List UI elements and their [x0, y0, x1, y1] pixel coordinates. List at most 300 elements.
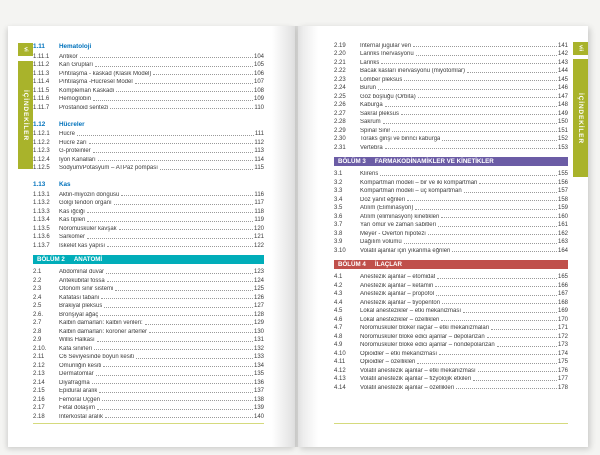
entry-page-number: 122: [253, 242, 264, 249]
entry-page-number: 173: [557, 342, 568, 348]
entry-title: Opioidler – özellikleri: [360, 359, 416, 365]
entry-page-number: 142: [557, 51, 568, 57]
entry-page-number: 114: [254, 156, 264, 163]
toc-entry: [33, 343, 264, 352]
entry-page-number: 123: [253, 269, 264, 275]
dot-leader: [478, 371, 557, 372]
toc-entry: [334, 280, 568, 289]
entry-number: 2.16: [33, 396, 45, 403]
entry-title: Aktin-miyozin döngüsü: [59, 191, 120, 198]
entry-page-number: 109: [253, 96, 264, 102]
entry-number: 2.27: [334, 110, 346, 117]
entry-number: 2.6.: [33, 311, 44, 318]
entry-number: 1.11.3: [33, 70, 50, 77]
entry-number: 4.7: [334, 325, 343, 331]
entry-title: Doz yanıt eğrileri: [360, 196, 406, 203]
entry-number: 4.1: [334, 274, 343, 280]
entry-page-number: 111: [254, 131, 264, 137]
toc-entry: [334, 40, 568, 49]
toc-entry: [334, 57, 568, 66]
section-number: 1.11: [33, 43, 45, 50]
entry-number: 4.10: [334, 350, 346, 357]
toc-entry: [334, 382, 568, 391]
entry-number: 2.26: [334, 102, 346, 108]
entry-title: Hücre: [59, 131, 76, 137]
entry-page-number: 141: [557, 42, 568, 49]
toc-entry: [33, 189, 264, 198]
entry-page-number: 151: [557, 127, 568, 134]
dot-leader: [441, 320, 557, 321]
section-number: 1.13: [33, 181, 46, 188]
toc-entry: [33, 60, 264, 69]
entry-title: Golgi tendon organı: [59, 200, 112, 206]
entry-title: Kompartman modeli – bir ve iki kompartman: [360, 179, 478, 186]
entry-title: İnternal jugular ven: [360, 42, 412, 49]
entry-page-number: 152: [557, 136, 568, 142]
toc-entry: [33, 301, 264, 310]
entry-title: Otonom sinir sistemi: [59, 286, 114, 292]
toc-entry: [33, 411, 264, 420]
dot-leader: [99, 392, 253, 393]
dot-leader: [87, 212, 254, 213]
entry-title: Volatil ajanlar için yıkanma eğrileri: [360, 247, 451, 254]
chapter-bar: [33, 255, 264, 264]
entry-number: 2.24: [334, 85, 346, 91]
toc-entry: [334, 365, 568, 374]
entry-page-number: 133: [253, 354, 264, 360]
toc-entry: [334, 348, 568, 357]
toc-entry: [334, 331, 568, 340]
entry-number: 2.7: [33, 320, 42, 326]
dot-leader: [378, 89, 557, 90]
toc-entry: [334, 100, 568, 109]
dot-leader: [491, 329, 557, 330]
toc-entry: [334, 314, 568, 323]
dot-leader: [115, 290, 253, 291]
entry-number: 2.2: [33, 277, 42, 284]
toc-entry: [33, 94, 264, 103]
dot-leader: [149, 332, 253, 333]
entry-number: 2.25: [334, 93, 346, 100]
toc-entry: [33, 284, 264, 293]
entry-title: İyon Kanalları: [59, 156, 96, 163]
entry-title: Kompleman Kaskadı: [59, 87, 115, 94]
folio-number: vii: [577, 45, 584, 52]
entry-number: 1.13.1: [33, 191, 50, 198]
toc-entry: [334, 49, 568, 58]
entry-number: 2.23: [334, 76, 346, 83]
entry-page-number: 112: [254, 139, 264, 146]
dot-leader: [136, 358, 253, 359]
entry-page-number: 136: [253, 379, 264, 386]
entry-title: Göz boşluğu (Orbita): [360, 93, 416, 100]
entry-page-number: 110: [254, 104, 264, 111]
toc-entry: [334, 203, 568, 212]
entry-title: Kompartman modeli – üç kompartman: [360, 188, 462, 194]
toc-entry: [334, 74, 568, 83]
dot-leader: [497, 346, 557, 347]
section-heading: [33, 41, 264, 50]
entry-title: Femoral Üçgen: [59, 396, 101, 403]
dot-leader: [94, 349, 253, 350]
entry-number: 1.13.6: [33, 234, 50, 240]
dot-leader: [383, 123, 557, 124]
dot-leader: [428, 234, 557, 235]
entry-number: 2.20: [334, 51, 346, 57]
toc-entry: [33, 275, 264, 284]
dot-leader: [413, 46, 557, 47]
toc-entry: [33, 267, 264, 276]
entry-page-number: 128: [253, 311, 264, 318]
contents-tab-label: İÇİNDEKİLER: [577, 92, 584, 144]
chapter-title: İLAÇLAR: [374, 260, 402, 268]
dot-leader: [418, 97, 557, 98]
entry-title: Dağılım volümü: [360, 239, 402, 245]
toc-entry: [33, 223, 264, 232]
entry-page-number: 107: [253, 79, 264, 85]
entry-number: 2.29: [334, 127, 346, 134]
toc-entry: [33, 377, 264, 386]
dot-leader: [385, 148, 557, 149]
entry-title: G-proteinler: [59, 148, 91, 154]
toc-entry: [33, 51, 264, 60]
entry-number: 1.12.4: [33, 156, 50, 163]
toc-entry: [334, 91, 568, 100]
toc-entry: [33, 129, 264, 138]
dot-leader: [417, 363, 557, 364]
dot-leader: [404, 80, 557, 81]
dot-leader: [438, 226, 557, 227]
entry-number: 2.28: [334, 119, 346, 125]
entry-title: Nöromüsküler kavşak: [59, 225, 117, 232]
entry-page-number: 157: [557, 188, 568, 194]
dot-leader: [401, 114, 557, 115]
toc-entry: [33, 240, 264, 249]
toc-entry: [33, 326, 264, 335]
entry-title: Kan Grupları: [59, 62, 94, 68]
entry-title: Nöromusküler bloke edici ajanlar – nondepolarizan: [360, 342, 495, 348]
toc-entry: [33, 85, 264, 94]
dot-leader: [381, 63, 557, 64]
entry-page-number: 131: [253, 337, 264, 343]
chapter-title: FARMAKODİNAMİKLER VE KİNETİKLER: [374, 157, 494, 165]
entry-number: 1.13.7: [33, 242, 50, 249]
entry-number: 1.13.2: [33, 200, 50, 206]
entry-title: Volatil anestezik ajanlar – özellikleri: [360, 384, 455, 391]
page-left: [8, 26, 295, 447]
dot-leader: [467, 72, 557, 73]
entry-title: Sodyum/Potasyum – ATPaz pompası: [59, 165, 158, 171]
entry-page-number: 177: [557, 376, 568, 382]
entry-number: 3.8: [334, 230, 343, 237]
entry-page-number: 139: [253, 405, 264, 411]
dot-leader: [442, 140, 557, 141]
entry-page-number: 171: [557, 325, 568, 331]
dot-leader: [404, 243, 557, 244]
entry-title: Pıhtılaşma -Hücresel Model: [59, 79, 133, 85]
entry-number: 4.4: [334, 299, 343, 306]
entry-title: Burun: [360, 85, 377, 91]
entry-page-number: 117: [254, 200, 264, 206]
entry-number: 4.13: [334, 376, 346, 382]
entry-page-number: 169: [557, 308, 568, 314]
toc-entry: [334, 340, 568, 349]
entry-page-number: 105: [253, 62, 264, 68]
entry-page-number: 146: [557, 85, 568, 91]
toc-entry: [33, 68, 264, 77]
toc-entry: [334, 194, 568, 203]
entry-page-number: 156: [557, 179, 568, 186]
toc-entry: [334, 125, 568, 134]
toc-entry: [33, 403, 264, 412]
entry-title: Antekübital fossa: [59, 277, 105, 284]
entry-title: Kafa sinirleri: [59, 345, 93, 352]
dot-leader: [153, 74, 253, 75]
entry-page-number: 137: [253, 388, 264, 394]
dot-leader: [77, 135, 254, 136]
entry-page-number: 121: [253, 234, 264, 240]
entry-number: 2.10.: [33, 345, 47, 352]
entry-number: 3.2: [334, 179, 343, 186]
dot-leader: [80, 57, 253, 58]
toc-entry: [334, 66, 568, 75]
dot-leader: [106, 273, 253, 274]
toc-entry: [334, 297, 568, 306]
dot-leader: [116, 91, 253, 92]
toc-entry: [33, 318, 264, 327]
toc-entry: [334, 134, 568, 143]
entry-number: 1.11.7: [33, 104, 50, 111]
dot-leader: [442, 303, 557, 304]
entry-number: 2.11: [33, 354, 45, 360]
entry-title: Kaburga: [360, 102, 383, 108]
toc-entry: [334, 272, 568, 281]
entry-number: 4.2: [334, 282, 343, 289]
toc-entry: [33, 352, 264, 361]
entry-title: Vertebra: [360, 144, 383, 151]
entry-page-number: 176: [557, 367, 568, 374]
entry-page-number: 153: [557, 144, 568, 151]
toc-entry: [33, 394, 264, 403]
entry-number: 1.13.3: [33, 208, 50, 215]
toc-entry: [334, 357, 568, 366]
toc-entry: [334, 228, 568, 237]
entry-title: Volatil anestezik ajanlar – etki mekanizması: [360, 367, 476, 374]
entry-title: Nöromusküler bloker ilaçlar – etki mekanizmaları: [360, 325, 490, 331]
toc-entry: [334, 177, 568, 186]
entry-number: 4.6: [334, 316, 343, 323]
toc-entry: [334, 289, 568, 298]
entry-number: 2.21: [334, 59, 346, 66]
dot-leader: [441, 217, 557, 218]
contents-tab-label: İÇİNDEKİLER: [22, 89, 29, 141]
toc-entry: [33, 206, 264, 215]
entry-title: İnterkostal aralık: [59, 413, 104, 420]
entry-number: 2.14: [33, 379, 45, 386]
dot-leader: [121, 195, 253, 196]
entry-title: Lokal anestezikler – etki mekanizması: [360, 308, 462, 314]
entry-page-number: 149: [557, 110, 568, 117]
section-number: 1.12: [33, 120, 46, 128]
entry-number: 4.8: [334, 333, 343, 340]
toc-entry: [334, 374, 568, 383]
toc-blocks: [33, 41, 264, 420]
entry-title: Omuriliğin kesiti: [59, 362, 102, 369]
entry-page-number: 155: [557, 171, 568, 177]
toc-entry: [334, 142, 568, 151]
entry-number: 3.7: [334, 222, 343, 228]
entry-page-number: 134: [253, 362, 264, 369]
contents-tab: [573, 59, 588, 177]
entry-number: 1.11.4: [33, 79, 50, 85]
entry-title: Yarı ömür ve zaman sabitleri: [360, 222, 436, 228]
entry-number: 4.3: [334, 291, 343, 297]
toc-entry: [33, 369, 264, 378]
entry-number: 4.9: [334, 342, 343, 348]
toc-entry: [334, 117, 568, 126]
entry-number: 2.4: [33, 294, 42, 301]
entry-title: Anestezik ajanlar – etomidat: [360, 274, 436, 280]
entry-title: Diyafragma: [59, 379, 90, 386]
entry-page-number: 165: [557, 274, 568, 280]
entry-number: 2.12: [33, 362, 45, 369]
toc-entry: [334, 237, 568, 246]
dot-leader: [145, 324, 253, 325]
dot-leader: [463, 312, 557, 313]
entry-title: Spinal Sinir: [360, 127, 391, 134]
dot-leader: [452, 251, 557, 252]
entry-page-number: 167: [557, 291, 568, 297]
toc-entry: [334, 83, 568, 92]
entry-page-number: 168: [557, 299, 568, 306]
entry-page-number: 130: [253, 328, 264, 335]
entry-title: Sarkomer: [59, 234, 86, 240]
entry-page-number: 140: [253, 413, 264, 420]
entry-title: Prostanoid sentezi: [59, 104, 109, 111]
dot-leader: [119, 229, 253, 230]
entry-number: 3.3: [334, 188, 343, 194]
dot-leader: [98, 160, 254, 161]
toc-entry: [33, 102, 264, 111]
entry-number: 3.10: [334, 247, 346, 254]
toc-entry: [33, 335, 264, 344]
toc-entry: [33, 198, 264, 207]
entry-page-number: 129: [253, 320, 264, 326]
toc-entry: [33, 360, 264, 369]
entry-page-number: 164: [557, 247, 568, 254]
dot-leader: [392, 131, 557, 132]
entry-number: 1.12.2: [33, 139, 50, 146]
entry-number: 2.3: [33, 286, 42, 292]
footer-rule: [334, 423, 568, 424]
entry-title: Lokal anestezikler – özellikleri: [360, 316, 440, 323]
entry-page-number: 145: [557, 76, 568, 83]
entry-number: 2.31: [334, 144, 346, 151]
dot-leader: [95, 66, 253, 67]
entry-page-number: 104: [253, 53, 264, 60]
entry-title: Antikor: [59, 53, 78, 60]
dot-leader: [97, 409, 253, 410]
folio-tab: [573, 42, 588, 55]
toc-entry: [33, 232, 264, 241]
entry-page-number: 170: [557, 316, 568, 323]
toc-entry: [33, 215, 264, 224]
entry-title: Anestezik ajanlar – ketamin: [360, 282, 434, 289]
toc-entry: [334, 108, 568, 117]
toc-entry: [33, 309, 264, 318]
toc-entry: [334, 245, 568, 254]
entry-number: 2.8: [33, 328, 42, 335]
dot-leader: [135, 83, 253, 84]
entry-number: 4.11: [334, 359, 346, 365]
entry-page-number: 118: [254, 208, 264, 215]
entry-number: 1.12.3: [33, 148, 50, 154]
entry-page-number: 115: [254, 165, 264, 171]
contents-tab: [18, 61, 33, 169]
entry-title: Sakral pleksus: [360, 110, 400, 117]
dot-leader: [439, 354, 557, 355]
entry-number: 2.22: [334, 68, 346, 74]
entry-title: Larinks İnervasyonu: [360, 51, 414, 57]
entry-title: Pıhtılaşma - kaskad (Klasik Model): [59, 70, 152, 77]
dot-leader: [415, 209, 557, 210]
dot-leader: [101, 298, 253, 299]
entry-page-number: 158: [557, 196, 568, 203]
entry-number: 2.15: [33, 388, 45, 394]
entry-number: 1.12.5: [33, 165, 50, 171]
entry-title: Willis Halkası: [59, 337, 95, 343]
dot-leader: [93, 100, 253, 101]
entry-title: Kalbin damarları: koroner arterler: [59, 328, 148, 335]
chapter-bar: [334, 157, 568, 166]
entry-page-number: 113: [254, 148, 264, 154]
entry-title: Toraks girişi ve birinci kaburga: [360, 136, 441, 142]
toc-entry: [334, 211, 568, 220]
dot-leader: [110, 108, 253, 109]
dot-leader: [437, 278, 557, 279]
dot-leader: [456, 388, 557, 389]
entry-number: 1.11.5: [33, 87, 50, 94]
footer-rule: [33, 423, 264, 424]
dot-leader: [464, 192, 557, 193]
entry-title: Hücre zarı: [59, 139, 87, 146]
dot-leader: [435, 286, 557, 287]
entry-number: 1.11.1: [33, 53, 50, 60]
dot-leader: [97, 341, 253, 342]
dot-leader: [105, 417, 253, 418]
entry-number: 2.30: [334, 136, 346, 142]
chapter-label: BÖLÜM 2: [37, 255, 65, 263]
entry-title: Kas tipleri: [59, 217, 86, 223]
chapter-label: BÖLÜM 4: [338, 260, 366, 268]
toc-entry: [334, 169, 568, 178]
entry-number: 4.5: [334, 308, 343, 314]
entry-page-number: 148: [557, 102, 568, 108]
entry-title: Bronşiyal ağaç: [59, 311, 99, 318]
entry-number: 3.6: [334, 213, 343, 220]
entry-number: 2.19: [334, 42, 346, 49]
section-title: Hematoloji: [59, 43, 92, 50]
entry-number: 1.13.5: [33, 225, 50, 232]
page-right: [298, 26, 588, 447]
entry-title: Kas iğciği: [59, 208, 85, 215]
dot-leader: [89, 143, 254, 144]
entry-page-number: 174: [557, 350, 568, 357]
toc-entry: [33, 137, 264, 146]
chapter-label: BÖLÜM 3: [338, 157, 366, 165]
entry-number: 2.5: [33, 303, 42, 309]
toc-entry: [33, 163, 264, 172]
